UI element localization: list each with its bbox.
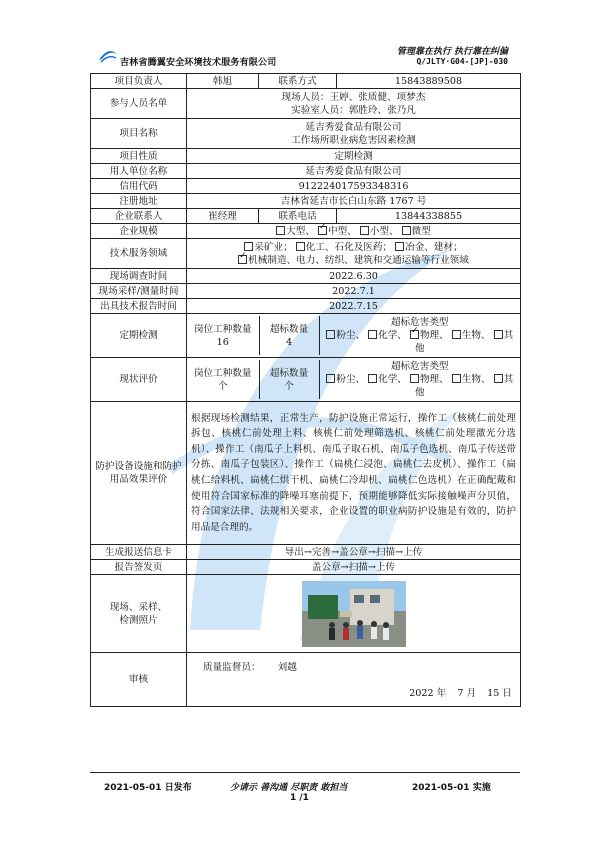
issue-label: 报告签发页 — [91, 560, 187, 575]
checkbox-micro[interactable] — [402, 226, 411, 235]
checkbox-physical[interactable] — [410, 330, 419, 339]
status-option-biological: 生物、 — [461, 374, 491, 385]
status-option-chemical: 化学、 — [378, 374, 407, 385]
status-hazard-options — [322, 373, 519, 399]
review-date-month: 7 月 — [457, 688, 477, 699]
employer-label: 用人单位名称 — [91, 164, 187, 179]
status-checkbox-chemical[interactable] — [368, 374, 377, 383]
status-detail — [187, 358, 521, 402]
checkbox-small[interactable] — [360, 226, 369, 235]
option-mining: 采矿业； — [254, 241, 293, 253]
phone-value: 13844338855 — [337, 209, 521, 224]
review-cell — [187, 653, 521, 707]
footer-motto: 少请示 善沟通 尽职责 敢担当 — [230, 783, 348, 793]
status-exceed-type-label: 超标危害类型 — [390, 361, 449, 372]
company-logo — [98, 44, 118, 64]
option-biological: 生物、 — [461, 330, 491, 341]
status-option-dust: 粉尘、 — [336, 374, 366, 385]
checkbox-dust[interactable] — [326, 330, 335, 339]
option-dust: 粉尘、 — [336, 330, 366, 341]
site-photo — [302, 581, 406, 647]
members-label: 参与人员名单 — [91, 89, 187, 119]
leader-value: 韩旭 — [187, 74, 259, 89]
review-date — [409, 687, 512, 700]
contact-label: 联系方式 — [259, 74, 337, 89]
credit-value: 912224017593348316 — [187, 179, 521, 194]
publish-date: 2021-05-01 日发布 — [104, 783, 192, 793]
option-medium: 中型 — [327, 225, 348, 237]
post-count-value: 16 — [216, 336, 229, 348]
report-time-value: 2022.7.15 — [187, 299, 521, 314]
info-card-value: 导出→完善→盖公章→扫描→上传 — [187, 545, 521, 560]
leader-label: 项目负责人 — [91, 74, 187, 89]
survey-value: 2022.6.30 — [187, 269, 521, 284]
info-card-label: 生成报送信息卡 — [91, 545, 187, 560]
employer-value: 延吉秀爱食品有限公司 — [187, 164, 521, 179]
checkbox-metallurgy[interactable] — [395, 242, 404, 251]
members-value — [187, 89, 521, 119]
page-number: 1 /1 — [290, 793, 309, 803]
option-large: 大型 — [286, 225, 306, 237]
status-checkbox-biological[interactable] — [452, 374, 461, 383]
periodic-exceed-count — [259, 316, 319, 355]
scale-options: 大型、 ✓中型、 小型、 微型 — [187, 224, 521, 239]
project-value — [187, 119, 521, 149]
status-checkbox-dust[interactable] — [326, 374, 335, 383]
status-option-other: 其他 — [414, 374, 514, 398]
status-post-count-label: 岗位工种数量 — [193, 367, 252, 379]
protection-label: 防护设备设施和防护用品效果评价 — [91, 402, 187, 545]
project-label: 项目名称 — [91, 119, 187, 149]
checkbox-chemical-hazard[interactable] — [368, 330, 377, 339]
checkbox-other[interactable] — [494, 330, 503, 339]
project-line-2: 工作场所职业病危害因素检测 — [291, 134, 416, 146]
review-label: 审核 — [91, 653, 187, 707]
issue-value: 盖公章→扫描→上传 — [187, 560, 521, 575]
phone-label: 联系电话 — [259, 209, 337, 224]
option-chemical: 化工、石化及医药； — [305, 241, 393, 253]
nature-value: 定期检测 — [187, 149, 521, 164]
project-record-table — [90, 73, 521, 707]
site-photo-image — [302, 581, 406, 647]
checkbox-large[interactable] — [276, 226, 285, 235]
company-name: 吉林省腾翼安全环境技术服务有限公司 — [120, 58, 277, 68]
option-chemical-hazard: 化学、 — [378, 330, 407, 341]
members-line-2: 实验室人员：郭胜玲、张乃凡 — [291, 104, 416, 116]
enterprise-contact-label: 企业联系人 — [91, 209, 187, 224]
status-post-count — [187, 360, 259, 399]
exceed-count-value: 4 — [285, 336, 293, 348]
report-time-label: 出具技术报告时间 — [91, 299, 187, 314]
checkbox-chemical[interactable] — [296, 242, 305, 251]
service-line-2 — [189, 254, 518, 267]
supervisor-line — [203, 661, 297, 674]
periodic-detail — [187, 314, 521, 358]
periodic-hazard-types — [319, 316, 520, 355]
service-label: 技术服务领域 — [91, 239, 187, 269]
option-micro: 微型 — [411, 225, 431, 237]
photo-cell — [187, 575, 521, 653]
periodic-label: 定期检测 — [91, 314, 187, 358]
checkbox-biological[interactable] — [452, 330, 461, 339]
project-line-1: 延吉秀爱食品有限公司 — [305, 121, 402, 133]
header-slogan: 管理靠在执行 执行靠在纠偏 — [396, 47, 508, 57]
checkbox-mining[interactable] — [244, 242, 253, 251]
nature-label: 项目性质 — [91, 149, 187, 164]
contact-value: 15843889508 — [337, 74, 521, 89]
supervisor-label: 质量监督员： — [203, 662, 261, 673]
review-date-year: 2022 年 — [409, 688, 447, 699]
implement-date: 2021-05-01 实施 — [412, 783, 491, 793]
survey-label: 现场调查时间 — [91, 269, 187, 284]
periodic-inner-table — [187, 316, 520, 355]
exceed-count-label: 超标数量 — [269, 323, 309, 335]
option-metallurgy: 冶金、建材； — [405, 241, 463, 253]
status-hazard-types — [319, 360, 520, 399]
footer-rule — [90, 772, 520, 773]
address-label: 注册地址 — [91, 194, 187, 209]
periodic-post-count — [187, 316, 259, 355]
protection-evaluation-text: 根据现场检测结果，正常生产，防护设施正常运行，操作工（核桃仁前处理拆包、核桃仁前处理上料、核桃仁前处理筛选机、核桃仁前处理激光分选机）、操作工（南瓜子上料机、南瓜子取石机、南瓜子色选机、南瓜子传送带分拣、南瓜子包装区）、操作工（扁桃仁浸泡、扁桃仁去皮机）、操作工（扁桃仁给料机、扁桃仁烘干机、扁桃仁冷却机、扁桃仁色选机）在正确配戴和使用符合国家标准的降噪耳塞前提下，预期能够降低实际接触噪声分贝值，符合国家法律、法规相关要求，企业设置的职业病防护设施是有效的，防护用品是合理的。 — [187, 402, 521, 545]
status-exceed-count-label: 超标数量 — [269, 367, 309, 379]
document-number: Q/JLTY·G04-[JP]-030 — [416, 57, 508, 66]
photo-label: 现场、采样、检测照片 — [91, 575, 187, 653]
credit-label: 信用代码 — [91, 179, 187, 194]
status-option-physical: 物理、 — [419, 374, 449, 385]
status-exceed-count — [259, 360, 319, 399]
option-small: 小型 — [369, 225, 390, 237]
option-physical: 物理、 — [419, 330, 449, 341]
sampling-value: 2022.7.1 — [187, 284, 521, 299]
sampling-label: 现场采样/测量时间 — [91, 284, 187, 299]
members-line-1: 现场人员：王婷、张质健、项梦杰 — [281, 91, 426, 103]
status-inner-table — [187, 360, 520, 399]
scale-label: 企业规模 — [91, 224, 187, 239]
supervisor-name: 刘越 — [277, 662, 297, 673]
review-date-day: 15 日 — [487, 688, 512, 699]
checkbox-machinery[interactable] — [238, 255, 247, 264]
enterprise-contact-value: 崔经理 — [187, 209, 259, 224]
service-options — [187, 239, 521, 269]
address-value: 吉林省延吉市长白山东路 1767 号 — [187, 194, 521, 209]
hazard-options — [322, 329, 519, 355]
checkbox-medium[interactable] — [318, 226, 327, 235]
status-post-suffix: 个 — [217, 380, 228, 392]
option-other: 其他 — [414, 330, 514, 354]
status-label: 现状评价 — [91, 358, 187, 402]
page-header — [0, 0, 604, 74]
status-checkbox-physical[interactable] — [410, 374, 419, 383]
status-exceed-suffix: 个 — [284, 380, 294, 392]
exceed-type-label: 超标危害类型 — [390, 317, 449, 328]
status-checkbox-other[interactable] — [494, 374, 503, 383]
option-machinery: 机械制造、电力、纺织、建筑和交通运输等行业领域 — [248, 254, 469, 266]
post-count-label: 岗位工种数量 — [193, 323, 252, 335]
